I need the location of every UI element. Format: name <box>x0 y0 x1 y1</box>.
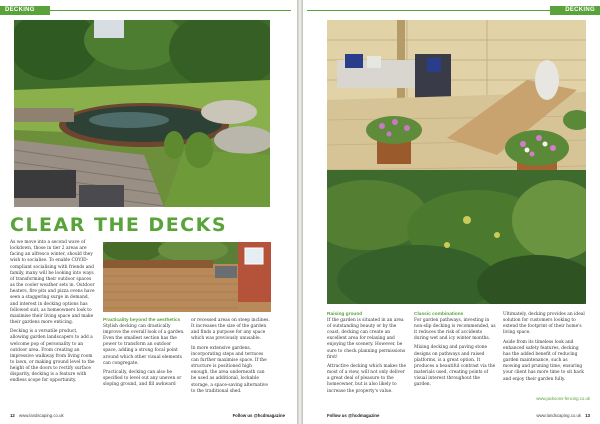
raising-ground-heading: Raising ground <box>327 312 363 317</box>
classic-paragraph-1: For garden pathways, investing in non-slip decking is recommended, as it reduces the risk of accidents during wet and icy winter months. <box>414 317 496 342</box>
left-column-3 <box>191 318 271 398</box>
section-tag: DECKING <box>0 6 50 15</box>
right-column-2 <box>414 312 496 392</box>
classic-combinations-heading: Classic combinations <box>414 312 464 317</box>
right-page <box>303 0 600 424</box>
practicality-paragraph-1: Stylish decking can drastically improve the overall look of a garden. Even the smallest section has the power to transform an outdoor space, adding a strong focal point around which other visual elements can congregate. <box>103 323 185 366</box>
patio-planters-photo <box>327 20 586 304</box>
intro-paragraph-2: Decking is a versatile product, allowing garden landscapers to add a welcome pop of personality to an outdoor area. From creating an impressive walkway from living room to lawn, or making ground level to the height of the doors to rectify surface disparity, decking is a feature with endless scope for opportunity. <box>10 329 95 384</box>
left-page <box>0 0 297 424</box>
right-column-3 <box>503 312 585 386</box>
follow-prefix: Follow us <box>327 413 347 418</box>
deck-terrace-photo <box>103 242 271 312</box>
left-col3-paragraph-1: or recessed areas on steep inclines. It increases the size of the garden and finds a purpose for any space which was previously unusable. <box>191 318 270 342</box>
article-headline: CLEAR THE DECKS <box>10 214 228 236</box>
left-footer <box>10 413 285 418</box>
garden-pond-photo <box>14 20 270 207</box>
right-col3-paragraph-1: Ultimately, decking provides an ideal solution for customers looking to extend the footprint of their home's living space. <box>503 312 585 336</box>
left-column-1 <box>10 240 95 388</box>
website-credit: www.jacksons-fencing.co.uk <box>536 396 590 401</box>
right-col3-paragraph-2: Aside from its timeless look and enhanced safety features, decking has the added benefit of reducing garden maintenance, such as mowing and pruning time, ensuring your client has more time to sit back and enjoy their garden fully. <box>503 339 584 382</box>
practicality-paragraph-2: Practically, decking can also be specified to level out any uneven or sloping ground, and fill awkward <box>103 369 182 388</box>
page-number: 12 <box>10 413 15 418</box>
follow-prefix: Follow us <box>232 413 253 418</box>
left-col3-paragraph-2: In more extensive gardens, incorporating steps and terraces can further maximise space. If the structure is positioned high enough, the area underneath can be used as additional, lockable storage, a space-saving alternative to the traditional shed. <box>191 345 268 394</box>
footer-site: www.landscaping.co.uk <box>536 413 582 418</box>
footer-handle: @hcdmagazine <box>348 413 380 418</box>
raising-ground-paragraph-1: If the garden is situated in an area of outstanding beauty or by the coast, decking can create an excellent area for relaxing and enjoying the scenery. However, be sure to check planning permissions first! <box>327 317 406 360</box>
right-footer <box>327 413 590 418</box>
raising-ground-paragraph-2: Attractive decking which makes the most of a view, will not only deliver a great deal of pleasure to the homeowner, but is also likely to increase the property's value. <box>327 363 407 394</box>
section-tag: DECKING <box>550 6 600 15</box>
intro-paragraph-1: As we move into a second wave of lockdown, those in tier 2 areas are facing an alfresco winter, should they wish to socialise. To enable COVID-compliant socialising with friends and family, many will be looking into ways of transforming their outdoor spaces as the cooler weather sets in. Outdoor heaters, fire pits and pizza ovens have seen a staggering surge in demand, and interest in decking options has followed suit, as homeowners look to maximise their living space and make their gardens more enticing. <box>10 240 95 326</box>
footer-site: www.landscaping.co.uk <box>18 413 64 418</box>
classic-paragraph-2: Mixing decking and paving stone designs on pathways and raised platforms, is a great option. It produces a beautiful contrast via the materials used, creating points of visual interest throughout the garden. <box>414 345 496 388</box>
right-column-1 <box>327 312 407 398</box>
header-rule <box>307 10 554 11</box>
header-rule <box>44 10 291 11</box>
footer-handle: @hcdmagazine <box>253 413 285 418</box>
practicality-heading: Practicality beyond the aesthetics <box>103 318 181 323</box>
page-number: 13 <box>585 413 590 418</box>
left-column-2 <box>103 318 185 391</box>
